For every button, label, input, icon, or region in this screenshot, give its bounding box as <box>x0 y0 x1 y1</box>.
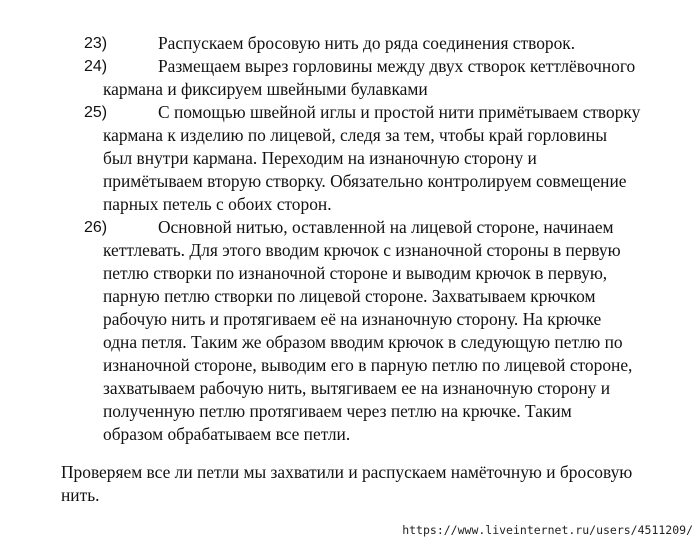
closing-text-line: Проверяем все ли петли мы захватили и распускаем намёточную и бросовую <box>61 462 633 482</box>
step-text-line: кармана к изделию по лицевой, следя за тем, чтобы край горловины <box>103 125 608 145</box>
step-text-line: кеттлевать. Для этого вводим крючок с изнаночной стороны в первую <box>103 240 621 260</box>
step-text-line: Распускаем бросовую нить до ряда соединения створок. <box>158 33 576 53</box>
step-text-line: парных петель с обоих сторон. <box>103 194 332 214</box>
step-text-line: изнаночной стороне, выводим его в парную петлю по лицевой стороне, <box>103 355 633 375</box>
step-24 <box>0 55 690 101</box>
closing-paragraph <box>61 461 691 507</box>
step-text-line: Размещаем вырез горловины между двух створок кеттлёвочного <box>158 56 636 76</box>
step-text-line: одна петля. Таким же образом вводим крючок в следующую петлю по <box>103 332 623 352</box>
instruction-list <box>0 32 700 446</box>
step-text-line: петлю створки по изнаночной стороне и выводим крючок в первую, <box>103 263 608 283</box>
step-text-line: парную петлю створки по лицевой стороне. Захватываем крючком <box>103 286 596 306</box>
step-number: 23) <box>84 35 108 52</box>
step-text-line: Основной нитью, оставленной на лицевой стороне, начинаем <box>158 217 614 237</box>
step-25 <box>0 101 690 216</box>
step-text-line: захватываем рабочую нить, вытягиваем ее на изнаночную сторону и <box>103 378 611 398</box>
step-text-line: был внутри кармана. Переходим на изнаночную сторону и <box>103 148 537 168</box>
closing-text-line: нить. <box>61 485 100 505</box>
step-text-line: кармана и фиксируем швейными булавками <box>103 79 428 99</box>
step-26 <box>0 216 690 446</box>
step-23 <box>0 32 690 55</box>
step-number: 25) <box>84 104 108 121</box>
step-number: 26) <box>84 219 108 236</box>
step-number: 24) <box>84 58 108 75</box>
watermark-link[interactable]: https://www.liveinternet.ru/users/4511209/ <box>402 523 693 537</box>
step-text-line: С помощью швейной иглы и простой нити примётываем створку <box>158 102 641 122</box>
step-text-line: образом обрабатываем все петли. <box>103 424 351 444</box>
step-text-line: примётываем вторую створку. Обязательно контролируем совмещение <box>103 171 627 191</box>
step-text-line: полученную петлю протягиваем через петлю на крючке. Таким <box>103 401 572 421</box>
step-text-line: рабочую нить и протягиваем её на изнаночную сторону. На крючке <box>103 309 602 329</box>
